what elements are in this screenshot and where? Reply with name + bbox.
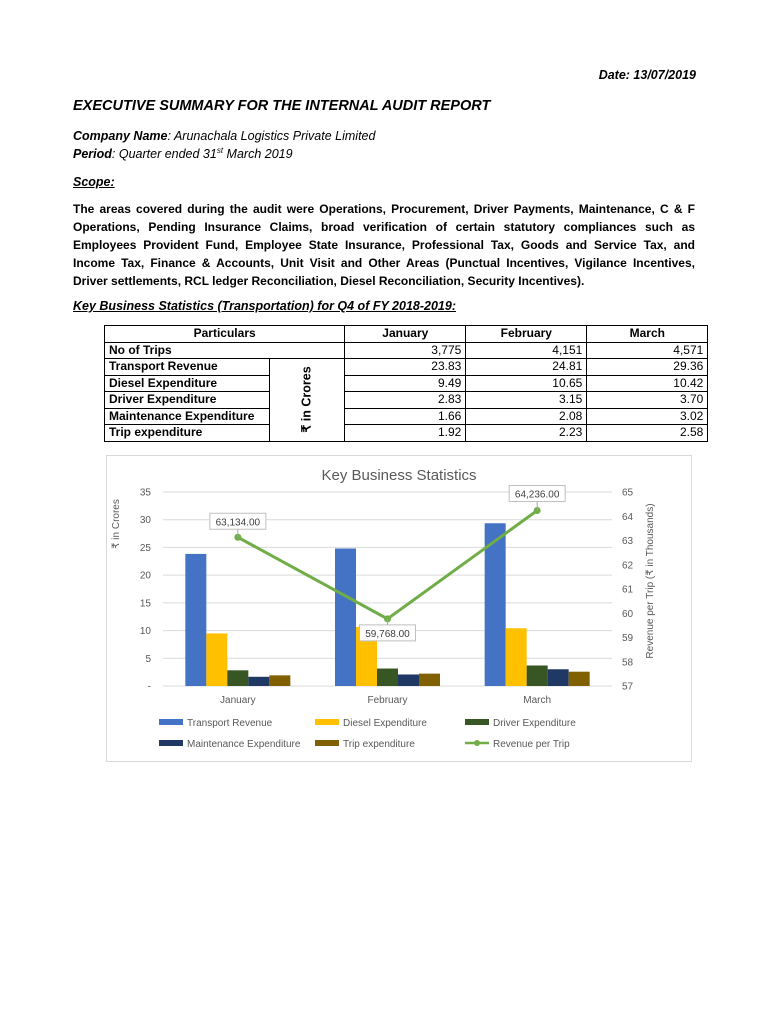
y-axis-label: ₹ in Crores: [111, 499, 122, 549]
column-header: February: [466, 326, 587, 343]
column-header: January: [345, 326, 466, 343]
legend-swatch: [159, 719, 183, 725]
legend-swatch: [315, 740, 339, 746]
y2-tick-label: 62: [622, 560, 634, 572]
statistics-table: [104, 325, 708, 442]
y-tick-label: 25: [139, 542, 151, 554]
table-cell: 1.66: [345, 408, 466, 425]
bar-driver-expenditure: [377, 669, 398, 686]
legend-label: Revenue per Trip: [493, 739, 570, 750]
table-cell: 2.58: [587, 425, 708, 442]
y2-tick-label: 65: [622, 487, 634, 499]
table-row: [105, 392, 708, 409]
period-value: : Quarter ended 31: [111, 147, 217, 162]
legend-swatch: [159, 740, 183, 746]
table-cell: 24.81: [466, 359, 587, 376]
y2-axis-label: Revenue per Trip (₹ in Thousands): [645, 503, 656, 659]
table-cell: 4,571: [587, 342, 708, 359]
period-line: [73, 146, 293, 161]
x-tick-label: January: [220, 695, 256, 706]
bar-transport-revenue: [185, 554, 206, 686]
bar-trip-expenditure: [569, 672, 590, 686]
y-tick-label: 10: [139, 626, 151, 638]
y2-tick-label: 60: [622, 608, 634, 620]
company-label: Company Name: [73, 129, 168, 143]
table-cell: 29.36: [587, 359, 708, 376]
period-tail: March 2019: [223, 147, 293, 162]
table-cell: 3.15: [466, 392, 587, 409]
table-cell: 3,775: [345, 342, 466, 359]
legend-swatch-marker: [474, 740, 480, 746]
bar-maintenance-expenditure: [398, 674, 419, 686]
period-sup: st: [216, 146, 224, 155]
bar-transport-revenue: [335, 548, 356, 686]
unit-label: ₹ in Crores: [299, 366, 314, 433]
scope-paragraph: The areas covered during the audit were Operations, Procurement, Driver Payments, Maintenance, C & F Operations, Pending Insurance Claims, broad verification of certain statutory compliances such as Employees Provident Fund, Employee State Insurance, Professional Tax, Goods and Service Tax, and Income Tax, Finance & Accounts, Unit Visit and Other Areas (Punctual Incentives, Vigilance Incentives, Driver settlements, RCL ledger Reconciliation, Diesel Reconciliation, Security Incentives).: [73, 202, 695, 288]
bar-driver-expenditure: [227, 670, 248, 686]
table-row: [105, 359, 708, 376]
table-row: [105, 342, 708, 359]
legend-swatch: [315, 719, 339, 725]
column-header: March: [587, 326, 708, 343]
table-cell: 2.83: [345, 392, 466, 409]
table-cell: 3.70: [587, 392, 708, 409]
scope-heading: Scope:: [73, 175, 115, 189]
report-date: Date: 13/07/2019: [598, 68, 696, 82]
bar-diesel-expenditure: [506, 628, 527, 686]
bar-trip-expenditure: [269, 675, 290, 686]
bar-maintenance-expenditure: [548, 669, 569, 686]
y2-tick-label: 64: [622, 511, 634, 523]
legend-swatch: [465, 719, 489, 725]
column-header: Particulars: [105, 326, 345, 343]
table-cell: 23.83: [345, 359, 466, 376]
y-tick-label: -: [147, 681, 151, 693]
y-tick-label: 15: [139, 598, 151, 610]
row-label: Trip expenditure: [105, 425, 270, 442]
data-label: 59,768.00: [365, 628, 410, 640]
legend-label: Maintenance Expenditure: [187, 739, 301, 750]
bar-trip-expenditure: [419, 674, 440, 686]
report-title: EXECUTIVE SUMMARY FOR THE INTERNAL AUDIT REPORT: [73, 98, 491, 114]
key-business-statistics-chart: [107, 456, 691, 761]
x-tick-label: March: [523, 695, 552, 706]
data-label: 63,134.00: [215, 517, 261, 529]
table-cell: 10.42: [587, 375, 708, 392]
row-label: Maintenance Expenditure: [105, 408, 270, 425]
x-tick-label: February: [367, 695, 408, 706]
period-label: Period: [73, 147, 112, 162]
statistics-heading: Key Business Statistics (Transportation) for Q4 of FY 2018-2019:: [73, 299, 456, 313]
bar-maintenance-expenditure: [248, 677, 269, 686]
legend-label: Diesel Expenditure: [343, 718, 427, 729]
y2-tick-label: 63: [622, 536, 634, 547]
y2-tick-label: 59: [622, 633, 634, 644]
row-label: Driver Expenditure: [105, 392, 270, 409]
bar-driver-expenditure: [527, 665, 548, 686]
company-line: [73, 129, 375, 143]
data-label: 64,236.00: [514, 489, 560, 501]
chart-frame: [106, 455, 692, 762]
y-tick-label: 20: [139, 570, 151, 582]
bar-diesel-expenditure: [206, 633, 227, 686]
row-label: Transport Revenue: [105, 359, 270, 376]
y-tick-label: 5: [145, 653, 151, 665]
company-value: : Arunachala Logistics Private Limited: [167, 129, 376, 143]
legend-label: Driver Expenditure: [493, 718, 576, 729]
unit-cell: [270, 359, 345, 442]
row-label: No of Trips: [105, 342, 345, 359]
y2-tick-label: 58: [622, 657, 634, 669]
y-tick-label: 35: [139, 487, 151, 499]
table-cell: 4,151: [466, 342, 587, 359]
table-cell: 10.65: [466, 375, 587, 392]
row-label: Diesel Expenditure: [105, 375, 270, 392]
table-cell: 3.02: [587, 408, 708, 425]
table-cell: 9.49: [345, 375, 466, 392]
y2-tick-label: 61: [622, 584, 634, 596]
table-cell: 1.92: [345, 425, 466, 442]
table-header-row: [105, 326, 708, 343]
y-tick-label: 30: [139, 515, 151, 527]
chart-title: Key Business Statistics: [321, 467, 477, 484]
y2-tick-label: 57: [622, 681, 634, 693]
table-row: [105, 408, 708, 425]
table-row: [105, 375, 708, 392]
table-cell: 2.23: [466, 425, 587, 442]
table-cell: 2.08: [466, 408, 587, 425]
table-row: [105, 425, 708, 442]
legend-label: Trip expenditure: [343, 739, 415, 750]
legend-label: Transport Revenue: [187, 718, 273, 729]
